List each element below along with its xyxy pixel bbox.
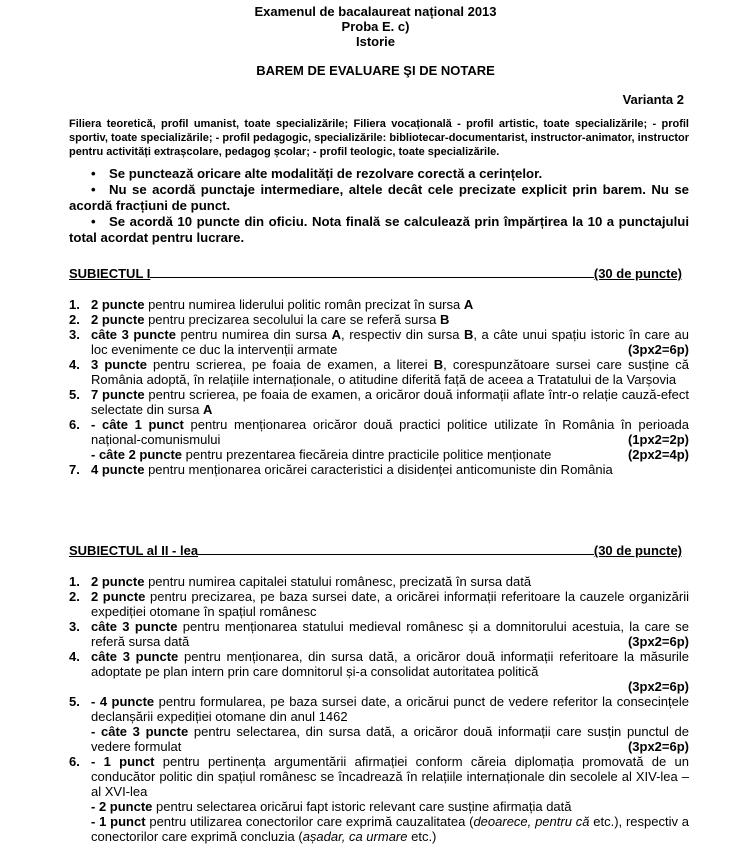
section-points: (30 de puncte) [593, 266, 682, 281]
section-points: (30 de puncte) [593, 543, 682, 558]
exam-subject: Istorie [355, 34, 395, 49]
list-item: 3. câte 3 puncte pentru menționarea statului medieval românesc și a domnitorului acestuia, la care se referă sursa dată (3px2=6p) [69, 619, 689, 649]
score-label: (2px2=4p) [627, 447, 689, 462]
section-header [69, 543, 682, 558]
general-rules [69, 166, 689, 246]
list-item: 1. 2 puncte pentru numirea liderului politic român precizat în sursa A [69, 297, 474, 312]
rule-item: • Nu se acordă punctaje intermediare, altele decât cele precizate explicit prin barem. Nu se acordă fracțiuni de punct. [69, 182, 689, 213]
bullet-icon: • [91, 166, 96, 181]
score-label: (3px2=6p) [627, 342, 689, 357]
section-1-items [69, 297, 689, 477]
rule-item: • Se acordă 10 puncte din oficiu. Nota finală se calculează prin împărțirea la 10 a punctajului total acordat pentru lucrare. [69, 214, 689, 245]
score-label: (3px2=6p) [627, 679, 689, 694]
score-label: (3px2=6p) [627, 634, 689, 649]
exam-proba: Proba E. c) [341, 19, 410, 34]
list-item: 7. 4 puncte pentru menționarea oricărei caracteristici a disidenței anticomuniste din România [69, 462, 613, 477]
list-item: 2. 2 puncte pentru precizarea secolului la care se referă sursa B [69, 312, 450, 327]
list-item: 2. 2 puncte pentru precizarea, pe baza sursei date, a oricărei informații referitoare la cauzele organizării expediției otomane în spațiul românesc [69, 589, 689, 619]
section-title: SUBIECTUL al II - lea [69, 543, 199, 558]
section-2-items [69, 574, 689, 844]
barem-title: BAREM DE EVALUARE ŞI DE NOTARE [256, 63, 495, 78]
section-header [69, 266, 682, 281]
list-item: 4. 3 puncte pentru scrierea, pe foaia de examen, a literei B, corespunzătoare sursei care susține că România adoptă, în relațiile internaționale, o atitudine diferită față de aceea a Tratatului de la Varșovia [69, 357, 689, 387]
list-item: 6. - 1 punct pentru pertinența argumentării afirmației conform căreia diplomația promovată de un conducător politic din spațiul românesc se încadrează în relațiile internaționale din secolele al XIV-lea – al XVI-lea - 2 puncte pentru selectarea oricărui fapt istoric relevant care susține afirmația dată - 1 punct pentru utilizarea conectorilor care exprimă cauzalitatea (deoarece, pentru că etc.), respectiv a conectorilor care exprimă concluzia (așadar, ca urmare etc.) [69, 754, 690, 844]
list-item: 5. 7 puncte pentru scrierea, pe foaia de examen, a oricăror două informații aflate într-o relație cauză-efect selectate din sursa A [69, 387, 689, 417]
section-underline [198, 543, 594, 555]
list-item: 6. - câte 1 punct pentru menționarea oricăror două practici politice utilizate în România în perioada național-comunismului (1px2=2p) - câte 2 puncte pentru prezentarea fiecăreia dintre practicile politice menționate (2px2=4p) [69, 417, 690, 462]
rule-item: • Se punctează oricare alte modalități de rezolvare corectă a cerințelor. [91, 166, 543, 181]
section-title: SUBIECTUL I [69, 266, 151, 281]
score-label: (1px2=2p) [627, 432, 689, 447]
bullet-icon: • [91, 182, 96, 197]
section-underline [150, 266, 593, 278]
list-item: 3. câte 3 puncte pentru numirea din sursa A, respectiv din sursa B, a câte unui spațiu istoric în care au loc evenimente ce duc la intervenții armate (3px2=6p) [69, 327, 689, 357]
list-item: 5. - 4 puncte pentru formularea, pe baza sursei date, a oricărui punct de vedere referitor la consecințele declanșării expediției otomane din anul 1462 - câte 3 puncte pentru selectarea, din sursa dată, a oricăror două informații care susțin punctul de vedere formulat (3px2=6p) [69, 694, 689, 754]
filiera-text: Filiera teoretică, profil umanist, toate specializările; Filiera vocațională - profil artistic, toate specializările; - profil sportiv, toate specializările; - profil pedagogic, specializările: bibliotecar-documentarist, instructor-animator, instructor pentru activități extrașcolare, pedagog școlar; - profil teologic, toate specializările. [69, 118, 689, 158]
exam-title: Examenul de bacalaureat național 2013 [254, 4, 497, 19]
variant-label: Varianta 2 [622, 92, 684, 107]
score-label: (3px2=6p) [627, 739, 689, 754]
list-item: 1. 2 puncte pentru numirea capitalei statului românesc, precizată în sursa dată [69, 574, 532, 589]
bullet-icon: • [91, 214, 96, 229]
list-item: 4. câte 3 puncte pentru menționarea, din sursa dată, a oricăror două informații referitoare la măsurile adoptate pe plan intern prin care domnitorul și-a consolidat autoritatea politică (3px2=6p) [69, 649, 689, 694]
